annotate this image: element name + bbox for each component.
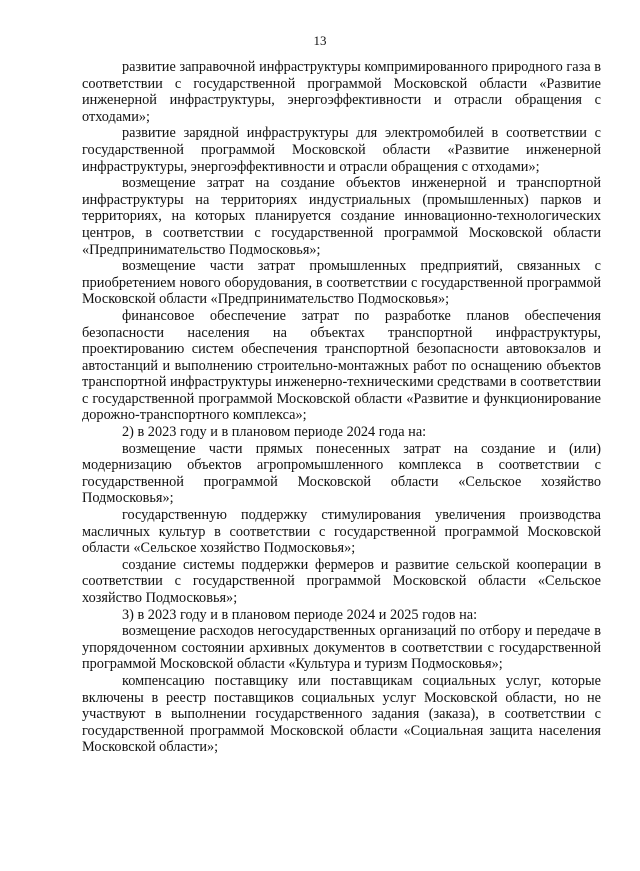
paragraph-section-3-heading: 3) в 2023 году и в плановом периоде 2024 и 2025 годов на: <box>122 606 478 623</box>
paragraph-transport-security: финансовое обеспечение затрат по разработке планов обеспечения безопасности населения на объектах транспортной инфраструктуры, проектированию систем обеспечения транспортной безопасности автовокзалов и автостанций и выполнению строительно-монтажных работ по оснащению объектов транспортной инфраструктуры инженерно-техническими средствами в соответствии с государственной программой Московской области «Развитие и функционирование дорожно-транспортного комплекса»; <box>82 307 601 424</box>
paragraph-farmer-support: создание системы поддержки фермеров и развитие сельской кооперации в соответствии с государственной программой Московской области «Сельское хозяйство Подмосковья»; <box>82 556 601 606</box>
paragraph-charging-infrastructure: развитие зарядной инфраструктуры для электромобилей в соответствии с государственной программой Московской области «Развитие инженерной инфраструктуры, энергоэффективности и отрасли обращения с отходами»; <box>82 125 601 175</box>
paragraph-agro-complex: возмещение части прямых понесенных затрат на создание и (или) модернизацию объектов агропромышленного комплекса в соответствии с государственной программой Московской области «Сельское хозяйство Подмосковья»; <box>82 440 601 507</box>
paragraph-gas-infrastructure: развитие заправочной инфраструктуры компримированного природного газа в соответствии с государственной программой Московской области «Развитие инженерной инфраструктуры, энергоэффективности и отрасли обращения с отходами»; <box>82 59 601 125</box>
document-body <box>82 59 601 756</box>
paragraph-section-2-heading: 2) в 2023 году и в плановом периоде 2024 года на: <box>122 424 427 441</box>
paragraph-industrial-parks: возмещение затрат на создание объектов инженерной и транспортной инфраструктуры на территориях индустриальных (промышленных) парков и территориях, на которых планируется создание инновационно-технологических центров, в соответствии с государственной программой Московской области «Предпринимательство Подмосковья»; <box>82 175 601 258</box>
paragraph-social-services: компенсацию поставщику или поставщикам социальных услуг, которые включены в реестр поставщиков социальных услуг Московской области, но не участвуют в выполнении государственного задания (заказа), в соответствии с государственной программой Московской области «Социальная защита населения Московской области»; <box>82 672 601 756</box>
page-number: 13 <box>313 33 327 48</box>
paragraph-equipment-costs: возмещение части затрат промышленных предприятий, связанных с приобретением нового оборудования, в соответствии с государственной программой Московской области «Предпринимательство Подмосковья»; <box>82 258 601 308</box>
paragraph-archive-documents: возмещение расходов негосударственных организаций по отбору и передаче в упорядоченном состоянии архивных документов в соответствии с государственной программой Московской области «Культура и туризм Подмосковья»; <box>82 623 601 673</box>
paragraph-oilseed-support: государственную поддержку стимулирования увеличения производства масличных культур в соответствии с государственной программой Московской области «Сельское хозяйство Подмосковья»; <box>82 507 601 557</box>
